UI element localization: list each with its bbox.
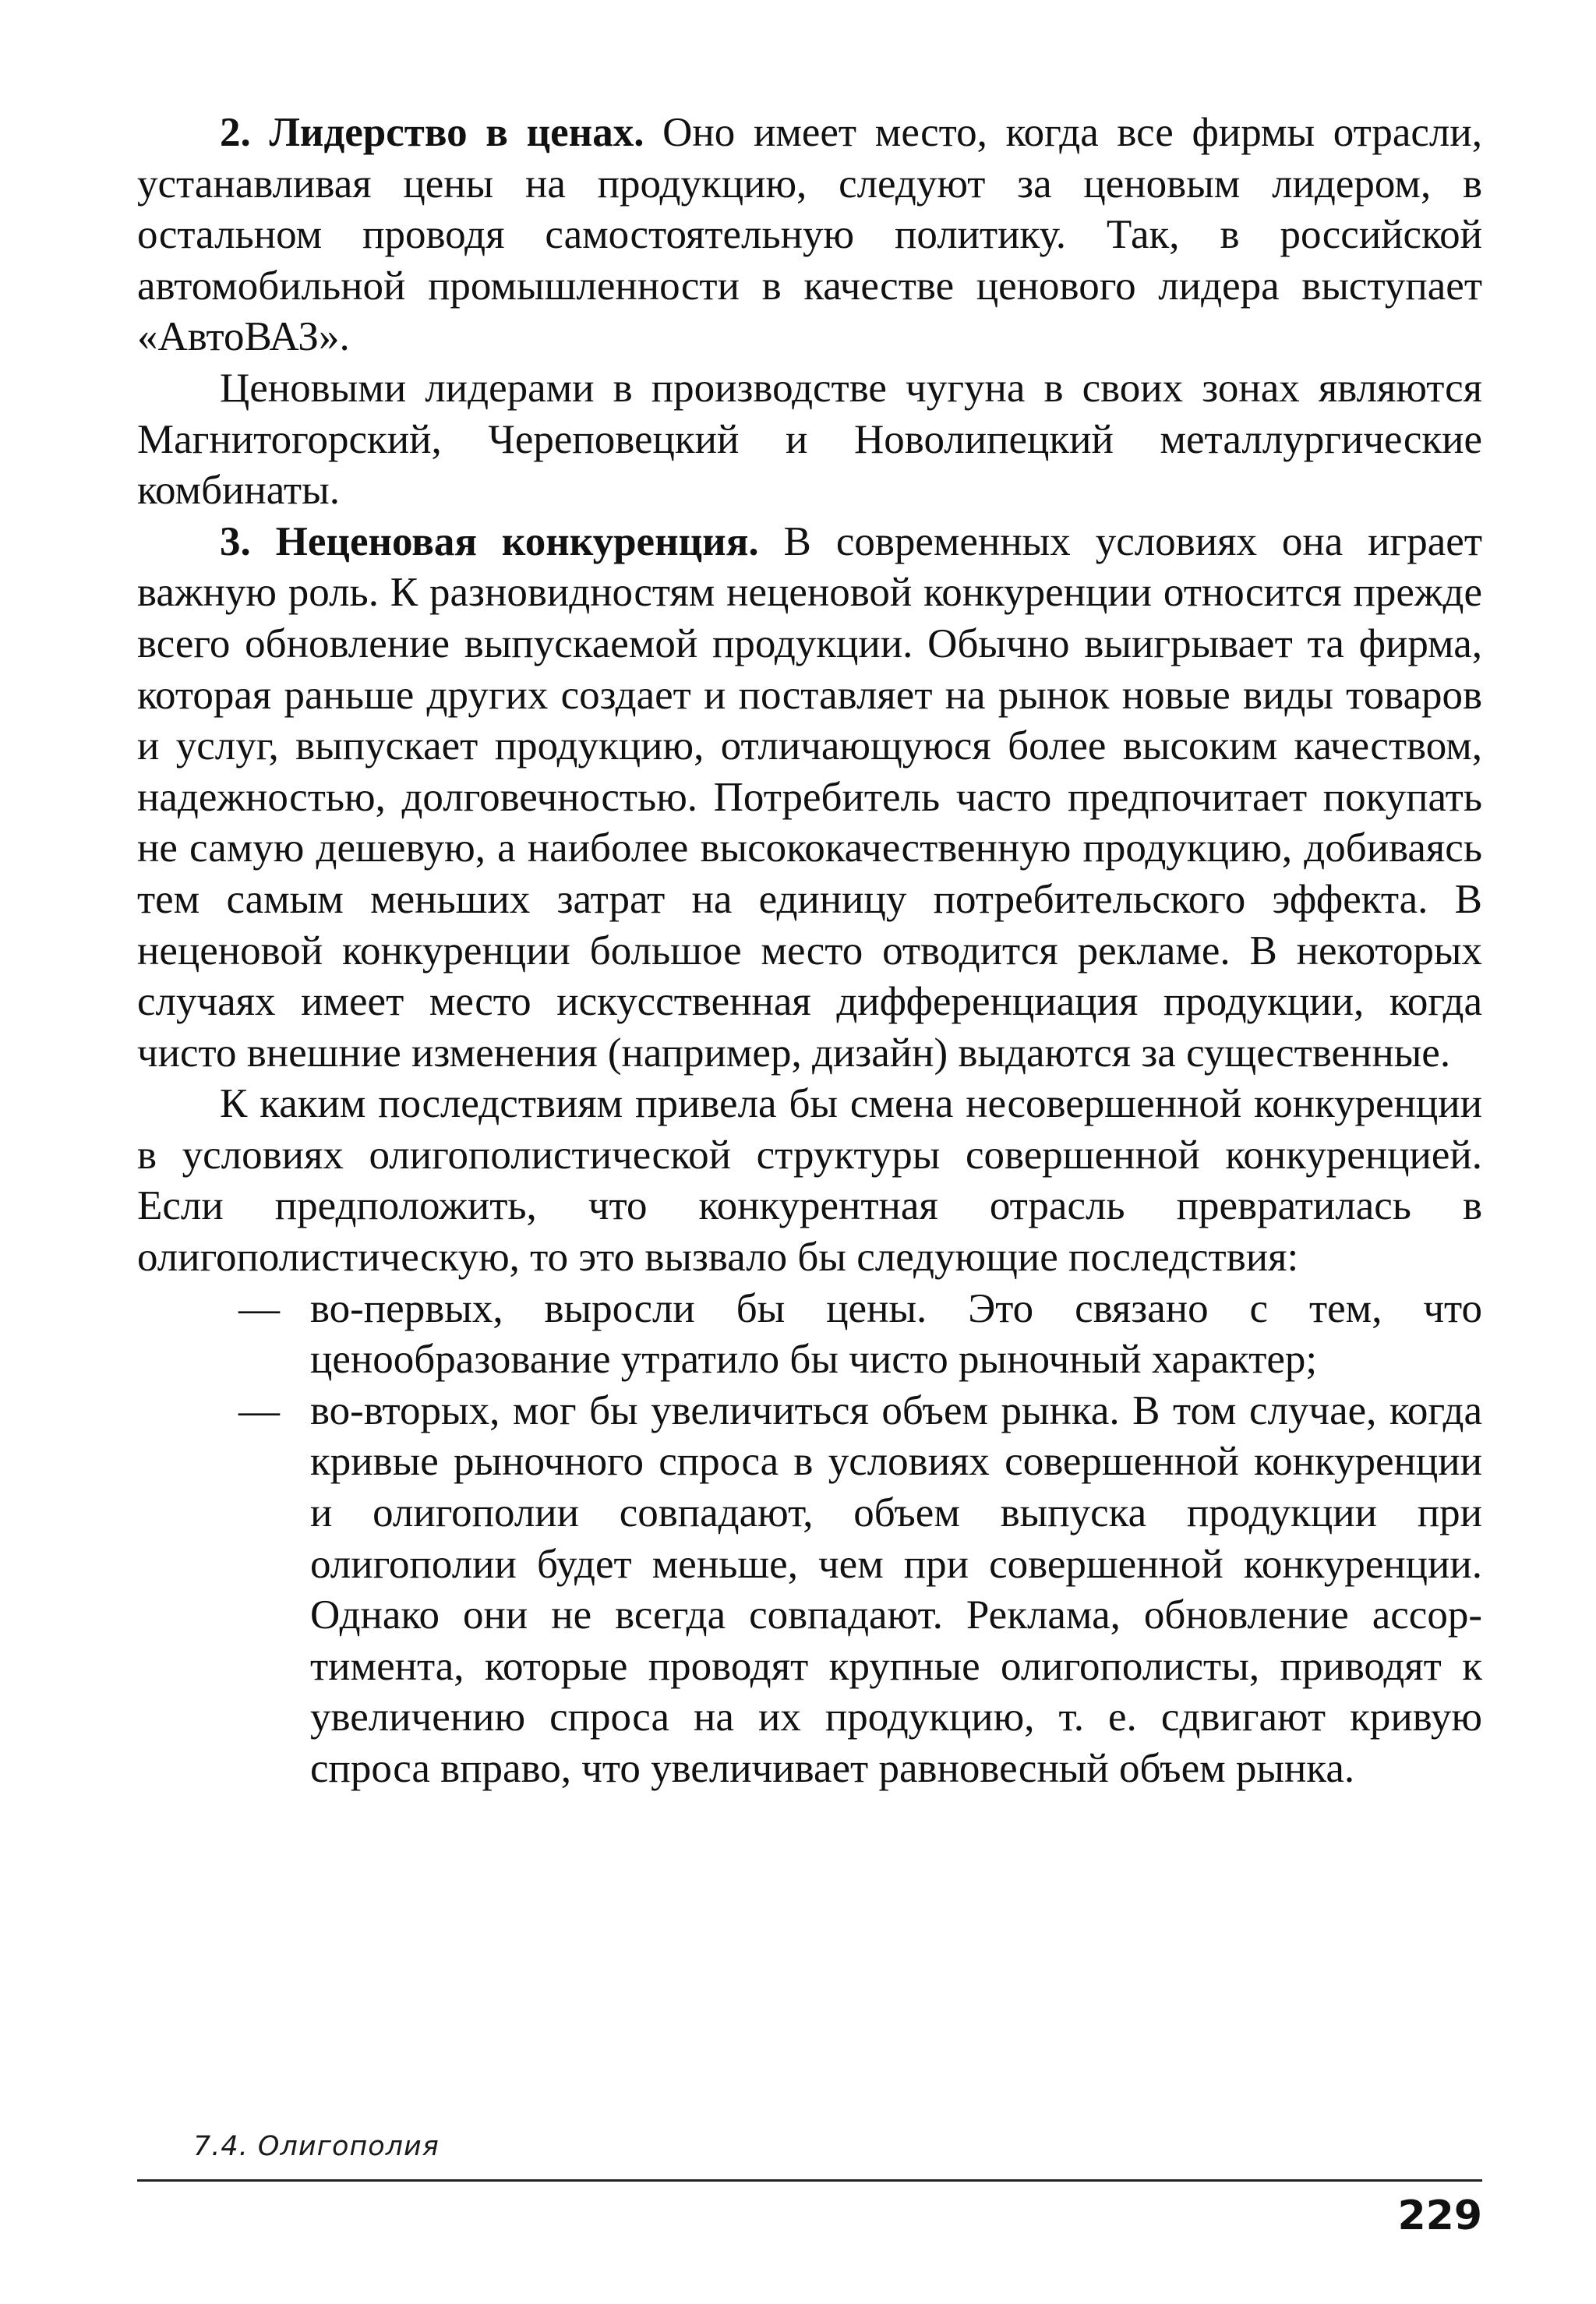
running-title: 7.4. Олигополия — [193, 2131, 440, 2162]
paragraph-text: К каким последствиям привела бы смена несовершенной конкуренции в условиях олигополистической структуры совершенной конкуренцией. Если предположить, что конкурентная отрасль превратилась в олигополистическую, то это вызвало бы следующие последствия: — [137, 1081, 1482, 1281]
list-item-text: во-первых, выросли бы цены. Это связано с тем, что ценообразование утратило бы чисто рыночный характер; — [310, 1285, 1482, 1383]
paragraph-price-leadership — [137, 108, 1482, 363]
body-text — [137, 108, 1482, 1795]
page-number: 229 — [1397, 2193, 1482, 2239]
list-item-text: во-вторых, мог бы увеличиться объем рынка. В том случае, когда кривые рыночного спроса в условиях совершенной конкуренции и олигополии совпадают, объем выпуска продукции при олигополии будет меньше, чем при совершенной конкуренции. Однако они не всегда совпадают. Реклама, обновление ассортимента, которые проводят крупные олигополисты, приводят к увеличению спроса на их продукцию, т. е. сдвигают кривую спроса вправо, что увеличивает равновесный объем рынка. — [310, 1387, 1482, 1791]
consequences-list — [137, 1284, 1482, 1795]
paragraph-text: В современных условиях она играет важную роль. К разновидностям неценовой конкуренции относится прежде всего обновление выпускаемой продукции. Обычно выигрывает та фирма, которая раньше других создает и поставляет на рынок новые виды товаров и услуг, выпускает продукцию, отличающуюся более высоким качеством, надежностью, долговечностью. Потребитель часто предпочитает покупать не самую дешевую, а наиболее высококачественную продукцию, добиваясь тем самым меньших затрат на единицу потребительского эффекта. В неценовой конкуренции большое место отводится рекламе. В некоторых случаях имеет место искусственная дифференциация продукции, когда чисто внешние изменения (например, дизайн) выдаются за существенные. — [137, 518, 1482, 1076]
paragraph-text: Ценовыми лидерами в производстве чугуна в своих зонах являются Магнитогорский, Череповецкий и Новолипецкий металлургические комбинаты. — [137, 365, 1482, 514]
paragraph-consequences-question — [137, 1079, 1482, 1283]
dash-marker: — — [238, 1387, 280, 1433]
list-item — [137, 1386, 1482, 1795]
dash-marker: — — [238, 1285, 280, 1331]
paragraph-text: Оно имеет место, когда все фирмы отрасли, устанавливая цены на продукцию, следуют за ценовым лидером, в остальном проводя самостоятельную политику. Так, в российской автомобильной промышленности в качестве ценового лидера выступает «АвтоВАЗ». — [137, 110, 1482, 360]
footer-rule — [137, 2179, 1482, 2182]
paragraph-cast-iron-leaders — [137, 363, 1482, 517]
paragraph-non-price-competition — [137, 517, 1482, 1080]
section-heading-price-leadership: 2. Лидерство в ценах. — [220, 110, 644, 155]
section-heading-non-price-competition: 3. Неценовая конкуренция. — [220, 518, 759, 564]
list-item — [137, 1284, 1482, 1386]
